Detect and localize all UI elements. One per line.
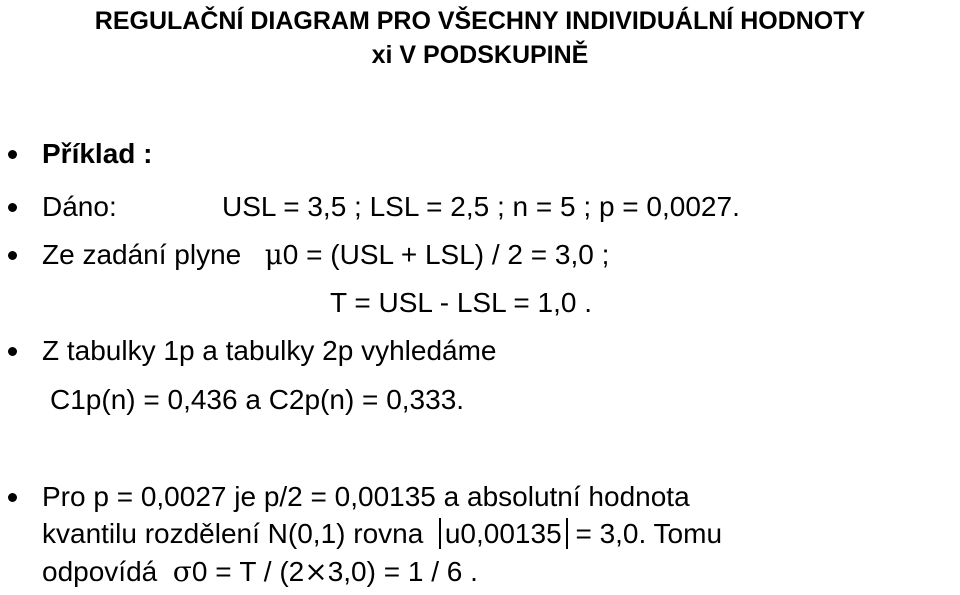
odpovida-result: 3,0) = 1 / 6 . — [327, 556, 478, 587]
bullet-icon — [8, 493, 17, 502]
abs-value: u0,00135 — [439, 518, 568, 549]
odpovida-formula: 0 = T / (2 — [191, 556, 305, 587]
bullet-icon — [8, 251, 17, 260]
odpovida-line — [42, 555, 478, 589]
pro-p-text: Pro p = 0,0027 je p/2 = 0,00135 a absolutní hodnota — [42, 481, 690, 512]
bullet-icon — [8, 203, 17, 212]
zadani-lead: Ze zadání plyne — [42, 239, 242, 270]
page-subtitle: xi V PODSKUPINĚ — [371, 41, 589, 69]
c-values: C1p(n) = 0,436 a C2p(n) = 0,333. — [50, 384, 465, 415]
priklad-heading: Příklad : — [42, 138, 153, 169]
kvantil-line — [42, 517, 722, 551]
dano-label: Dáno: — [42, 191, 117, 222]
kvantil-lead: kvantilu rozdělení N(0,1) rovna — [42, 518, 424, 549]
bullet-icon — [8, 347, 17, 356]
sigma-symbol: σ — [172, 555, 192, 588]
odpovida-lead: odpovídá — [42, 556, 158, 587]
mu-symbol: μ — [264, 238, 283, 271]
zadani-text — [42, 238, 609, 272]
page-title: REGULAČNÍ DIAGRAM PRO VŠECHNY INDIVIDUÁLNÍ HODNOTY — [94, 7, 866, 35]
kvantil-result: = 3,0. Tomu — [575, 518, 723, 549]
t-formula: T = USL - LSL = 1,0 . — [330, 287, 592, 318]
bullet-icon — [8, 150, 17, 159]
times-symbol: × — [304, 555, 328, 588]
dano-value: USL = 3,5 ; LSL = 2,5 ; n = 5 ; p = 0,0027. — [222, 191, 740, 222]
zadani-formula: 0 = (USL + LSL) / 2 = 3,0 ; — [282, 239, 610, 270]
tabulky-text: Z tabulky 1p a tabulky 2p vyhledáme — [42, 335, 497, 366]
